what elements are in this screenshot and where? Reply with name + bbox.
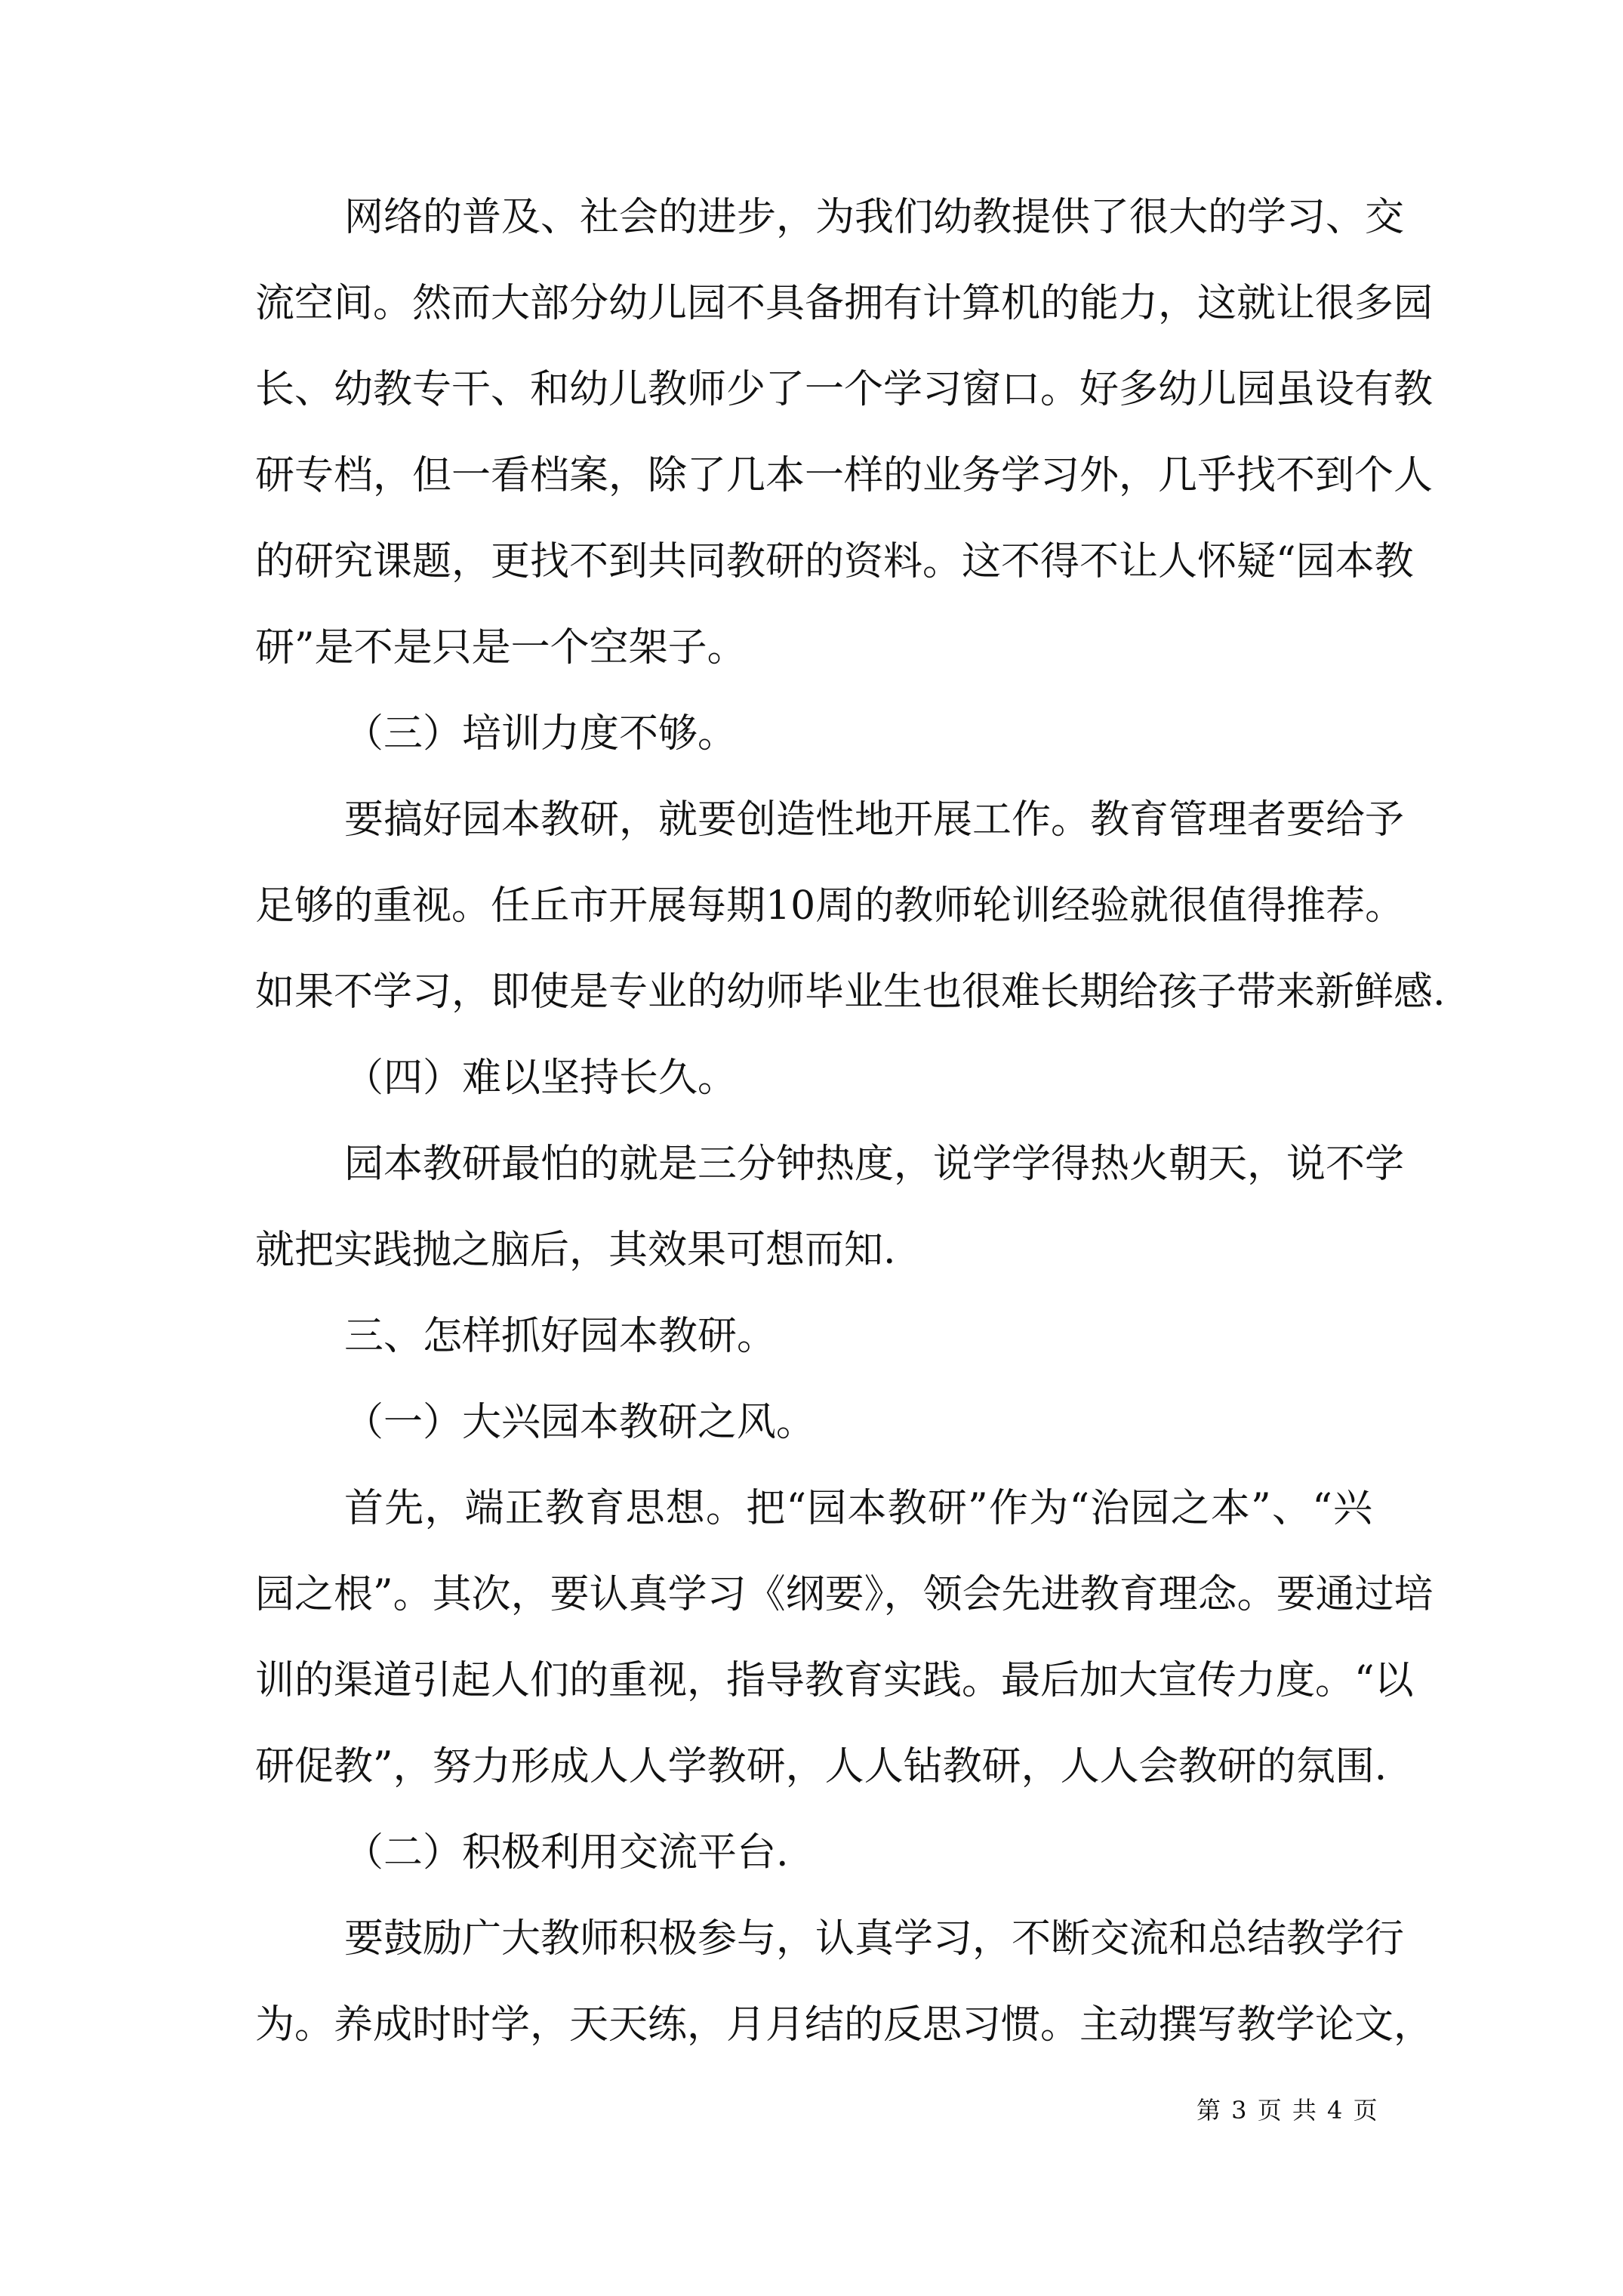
paragraph-line: 研专档，但一看档案，除了几本一样的业务学习外，几乎找不到个人 xyxy=(255,453,1434,498)
paragraph-line: 如果不学习，即使是专业的幼师毕业生也很难长期给孩子带来新鲜感. xyxy=(255,969,1446,1015)
paragraph-line: 训的渠道引起人们的重视，指导教育实践。最后加大宣传力度。“以 xyxy=(255,1658,1414,1703)
paragraph-line: 足够的重视。任丘市开展每期10周的教师轮训经验就很值得推荐。 xyxy=(255,883,1405,929)
paragraph-line: 园本教研最怕的就是三分钟热度，说学学得热火朝天，说不学 xyxy=(344,1142,1405,1187)
paragraph-line: 要搞好园本教研，就要创造性地开展工作。教育管理者要给予 xyxy=(344,797,1405,843)
paragraph-line: 园之根”。其次，要认真学习《纲要》，领会先进教育理念。要通过培 xyxy=(255,1572,1434,1617)
section-heading: （二）积极利用交流平台. xyxy=(344,1830,789,1875)
paragraph-line: 首先，端正教育思想。把“园本教研”作为“治园之本”、“兴 xyxy=(344,1486,1372,1531)
paragraph-line: 长、幼教专干、和幼儿教师少了一个学习窗口。好多幼儿园虽设有教 xyxy=(255,367,1434,412)
paragraph-line: 研促教”，努力形成人人学教研，人人钻教研，人人会教研的氛围. xyxy=(255,1744,1387,1789)
paragraph-line: 要鼓励广大教师积极参与，认真学习，不断交流和总结教学行 xyxy=(344,1916,1405,1962)
section-heading: （一）大兴园本教研之风。 xyxy=(344,1400,816,1445)
paragraph-line: 就把实践抛之脑后，其效果可想而知. xyxy=(255,1228,896,1273)
paragraph-line: 为。养成时时学，天天练，月月结的反思习惯。主动撰写教学论文， xyxy=(255,2002,1434,2048)
paragraph-line: 流空间。然而大部分幼儿园不具备拥有计算机的能力，这就让很多园 xyxy=(255,281,1434,326)
paragraph-line: 的研究课题，更找不到共同教研的资料。这不得不让人怀疑“园本教 xyxy=(255,539,1414,584)
section-heading: （四）难以坚持长久。 xyxy=(344,1056,738,1101)
paragraph-line: 研”是不是只是一个空架子。 xyxy=(255,625,747,670)
paragraph-line: 网络的普及、社会的进步，为我们幼教提供了很大的学习、交 xyxy=(344,195,1405,240)
section-heading: （三）培训力度不够。 xyxy=(344,711,738,757)
page-number: 第 3 页 共 4 页 xyxy=(1196,2096,1379,2125)
section-heading: 三、怎样抓好园本教研。 xyxy=(344,1314,777,1359)
